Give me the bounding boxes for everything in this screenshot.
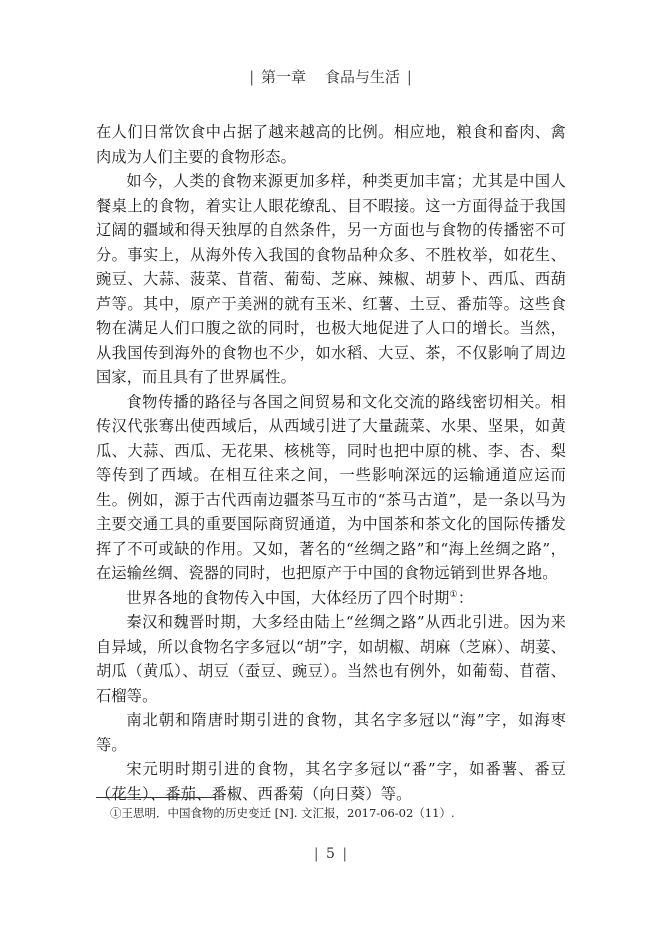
- header-bar-left: |: [249, 68, 255, 86]
- page-number-footer: [0, 846, 661, 862]
- folio-bar-right: |: [342, 846, 348, 862]
- paragraph-6: 南北朝和隋唐时期引进的食物，其名字多冠以“海”字，如海枣等。: [96, 711, 566, 754]
- footnote-marker: ①: [449, 589, 458, 600]
- paragraph-7: 宋元明时期引进的食物，其名字多冠以“番”字，如番薯、番豆（花生）、番茄、番椒、西番菊（向日葵）等。: [96, 760, 566, 803]
- running-header: [0, 66, 661, 87]
- chapter-label: 第一章: [260, 68, 306, 86]
- paragraph-4-text: 世界各地的食物传入中国，大体经历了四个时期: [126, 588, 450, 607]
- paragraph-5: 秦汉和魏晋时期，大多经由陆上“丝绸之路”从西北引进。因为来自异域，所以食物名字多冠以“胡”字，如胡椒、胡麻（芝麻）、胡荽、胡瓜（黄瓜）、胡豆（蚕豆、豌豆）。当然也有例外，如葡萄、苜蓿、石榴等。: [96, 613, 566, 705]
- chapter-title: 食品与生活: [325, 68, 401, 86]
- paragraph-4: [96, 586, 566, 611]
- paragraph-1: 在人们日常饮食中占据了越来越高的比例。相应地，粮食和畜肉、禽肉成为人们主要的食物形态。: [96, 123, 566, 166]
- footnote: ①王思明．中国食物的历史变迁 [N]. 文汇报，2017-06-02（11）.: [110, 806, 455, 820]
- body-text: [96, 120, 566, 806]
- paragraph-4-end: ：: [457, 588, 474, 607]
- paragraph-3: 食物传播的路径与各国之间贸易和文化交流的路线密切相关。相传汉代张骞出使西域后，从西域引进了大量蔬菜、水果、坚果，如黄瓜、大蒜、西瓜、无花果、核桃等，同时也把中原的桃、李、杏、梨等传到了西域。在相互往来之间，一些影响深远的运输通道应运而生。例如，源于古代西南边疆茶马互市的“茶马古道”，是一条以马为主要交通工具的重要国际商贸通道，为中国茶和茶文化的国际传播发挥了不可或缺的作用。又如，著名的“丝绸之路”和“海上丝绸之路”，在运输丝绸、瓷器的同时，也把原产于中国的食物远销到世界各地。: [96, 392, 566, 582]
- folio-bar-left: |: [313, 846, 319, 862]
- header-bar-right: |: [406, 68, 412, 86]
- footnote-rule: [96, 797, 216, 798]
- paragraph-2: 如今，人类的食物来源更加多样，种类更加丰富；尤其是中国人餐桌上的食物，着实让人眼花缭乱、目不暇接。这一方面得益于我国辽阔的疆域和得天独厚的自然条件，另一方面也与食物的传播密不可分。事实上，从海外传入我国的食物品种众多、不胜枚举，如花生、豌豆、大蒜、菠菜、苜蓿、葡萄、芝麻、辣椒、胡萝卜、西瓜、西葫芦等。其中，原产于美洲的就有玉米、红薯、土豆、番茄等。这些食物在满足人们口腹之欲的同时，也极大地促进了人口的增长。当然，从我国传到海外的食物也不少，如水稻、大豆、茶，不仅影响了周边国家，而且具有了世界属性。: [96, 172, 566, 386]
- page-number: 5: [326, 846, 335, 862]
